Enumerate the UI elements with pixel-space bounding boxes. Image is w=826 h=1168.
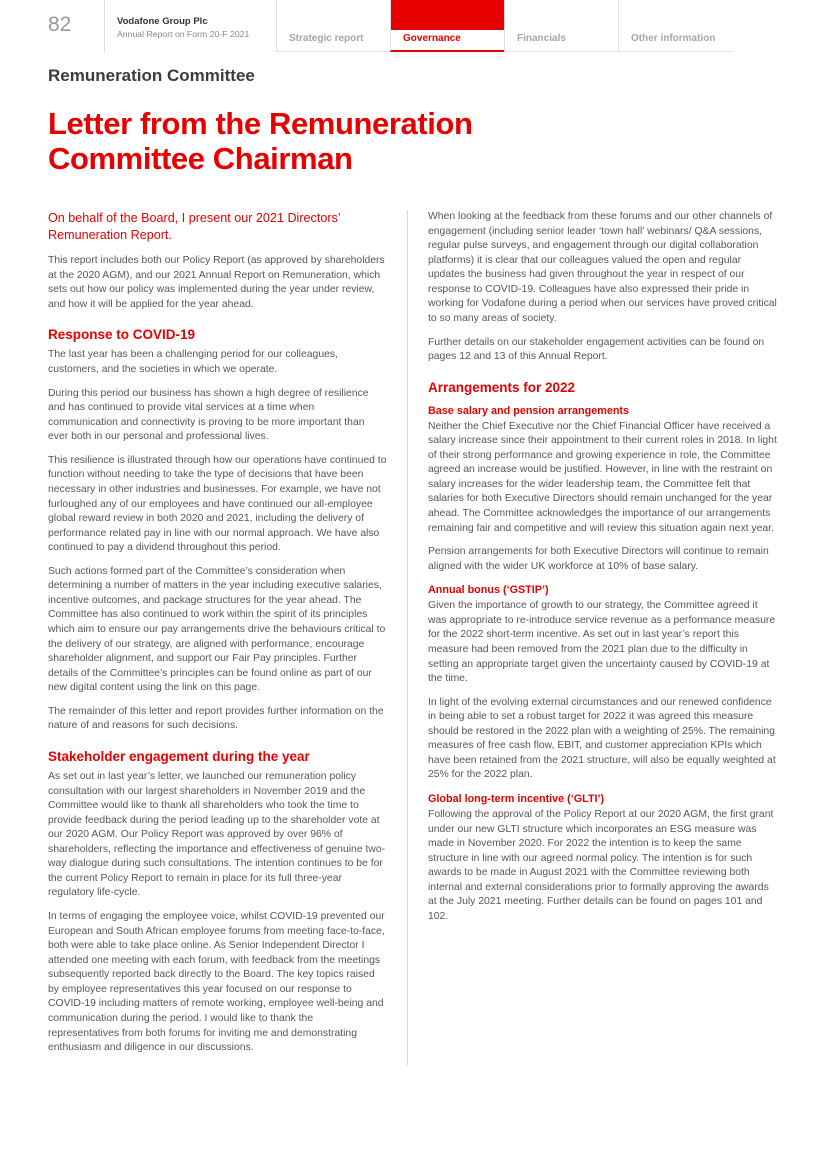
tab-label: Strategic report (289, 33, 364, 44)
content-columns (48, 210, 778, 1065)
paragraph: During this period our business has shown a high degree of resilience and has continued to provide vital services at a time when communication and connectivity is proving to be more important than ever both in our personal and professional lives. (48, 387, 369, 443)
report-name: Annual Report on Form 20-F 2021 (117, 29, 250, 39)
subheading-global-long-term-incentive: Global long-term incentive (‘GLTI’) (428, 793, 605, 805)
paragraph: Neither the Chief Executive nor the Chief Financial Officer have received a salary increase since their appointment to their current roles in 2018. In light of their strong performance and growing experience in role, the Committee agreed an increase would be justified. However, in line with the restraint on salary increases for the wider leadership team, the Committee felt that salaries for both Executive Directors should remain unchanged for the year ahead. The Committee acknowledges the importance of our arrangements remaining fair and competitive and will review this situation again next year. (428, 420, 777, 534)
right-column (408, 210, 778, 1065)
paragraph: Following the approval of the Policy Report at our 2020 AGM, the first grant under our new GLTI structure which incorporates an ESG measure was made in November 2020. For 2022 the intention is to keep the same structure in line with our agreed normal policy. The intention is for such awards to be made in August 2021 with the Committee reviewing both internal and external considerations prior to formally approving the awards at the July 2021 meeting. Further details can be found on pages 101 and 102. (428, 809, 774, 922)
tab-label: Governance (403, 33, 461, 44)
page-header (48, 0, 778, 52)
subheading-base-salary-pension: Base salary and pension arrangements (428, 404, 630, 417)
paragraph: Such actions formed part of the Committee’s consideration when determining a number of matters in the year including executive salaries, incentive outcomes, and package structures for the year ahead. The Committee has also continued to work within the spirit of its principles which aim to ensure our pay arrangements drive the behaviours critical to the delivery of our strategy, are aligned with performance, encourage shareholder alignment, and support our Fair Pay principles. Further details of the Committee’s principles can be found online as part of our new digital content using the link on this page. (48, 565, 386, 694)
section-heading-stakeholder-engagement: Stakeholder engagement during the year (48, 748, 310, 764)
paragraph: This report includes both our Policy Report (as approved by shareholders at the 2020 AGM), and our 2021 Annual Report on Remuneration, which sets out how our policy was implemented during the year under review, and how it will be applied for the year ahead. (48, 255, 385, 310)
intro-statement: On behalf of the Board, I present our 2021 Directors’ Remuneration Report. (48, 211, 341, 242)
paragraph: Further details on our stakeholder engagement activities can be found on pages 12 and 13 of this Annual Report. (428, 336, 765, 363)
paragraph: Pension arrangements for both Executive Directors will continue to remain aligned with the wider UK workforce at 10% of base salary. (428, 546, 769, 572)
left-column (48, 210, 408, 1065)
paragraph: In light of the evolving external circumstances and our renewed confidence in being able to set a robust target for 2022 it was agreed this measure should be restored in the 2022 plan with a weighting of 25%. The remaining measures of free cash flow, EBIT, and customer appreciation KPIs which have been retained from the 2021 structure, will also be equally weighted at 25% for the 2022 plan. (428, 696, 776, 781)
paragraph: The last year has been a challenging period for our colleagues, customers, and the societies in which we operate. (48, 349, 338, 376)
company-name: Vodafone Group Plc (117, 16, 208, 27)
section-heading-arrangements-2022: Arrangements for 2022 (428, 379, 576, 395)
tab-strategic-report[interactable] (276, 0, 390, 52)
brand-block (104, 0, 276, 52)
section-heading-response-covid: Response to COVID-19 (48, 327, 196, 343)
page-number: 82 (48, 13, 72, 36)
paragraph: When looking at the feedback from these forums and our other channels of engagement (including senior leader ‘town hall’ webinars/ Q&A sessions, regular pulse surveys, and engagement through our digital collaboration platforms) it is clear that our colleagues valued the open and regular updates the business had given throughout the year in respect of our response to COVID-19. Colleagues have also expressed their pride in working for Vodafone during a period when our services have proved critical to so many areas of society. (428, 211, 777, 324)
paragraph: In terms of engaging the employee voice, whilst COVID-19 prevented our European and South African employee forums from meeting face-to-face, both were able to take place online. As Senior Independent Director I attended one meeting with each forum, with feedback from the meetings subsequently reported back directly to the Board. The key topics raised by employee representatives this year focused on our response to COVID-19 including matters of remote working, employee well-being and communication during the period. I would like to thank the representatives from both forums for inviting me and demonstrating enthusiasm and diligence in our discussions. (48, 911, 385, 1054)
page-title: Letter from the Remuneration Committee Chairman (48, 106, 473, 177)
tab-label: Financials (517, 33, 566, 44)
paragraph: As set out in last year’s letter, we launched our remuneration policy consultation with our largest shareholders in November 2019 and the Committee would like to thank all shareholders who took the time to provide feedback during the period leading up to the shareholder vote at our 2020 AGM. Our Policy Report was approved by over 96% of shareholders, reflecting the importance and effectiveness of genuine two-way dialogue during such consultations. The intention continues to be for the current Policy Report to remain in place for its full three-year regulatory life-cycle. (48, 770, 386, 899)
section-kicker: Remuneration Committee (48, 66, 255, 85)
paragraph: Given the importance of growth to our strategy, the Committee agreed it was appropriate to re-introduce service revenue as a performance measure for the 2022 short-term incentive. As set out in last year’s report this measure had been removed from the 2021 plan due to the difficulty in setting an appropriate target given the uncertainty caused by COVID-19 at the time. (428, 600, 776, 685)
paragraph: This resilience is illustrated through how our operations have continued to function without needing to take the type of decisions that have been necessary in other industries and businesses. For example, we have not furloughed any of our employees and have continued our all-employee global reward review in both 2020 and 2021, including the delivery of performance related pay in line with our normal approach. We have also continued to pay a dividend throughout this period. (48, 454, 387, 554)
paragraph: The remainder of this letter and report provides further information on the nature of and reasons for such decisions. (48, 705, 384, 732)
tab-financials[interactable] (504, 0, 618, 52)
governance-active-flag (391, 0, 504, 30)
tab-other-information[interactable] (618, 0, 732, 52)
subheading-annual-bonus-gstip: Annual bonus (‘GSTIP’) (428, 584, 549, 597)
tab-governance[interactable] (390, 0, 504, 52)
tab-label: Other information (631, 33, 716, 44)
